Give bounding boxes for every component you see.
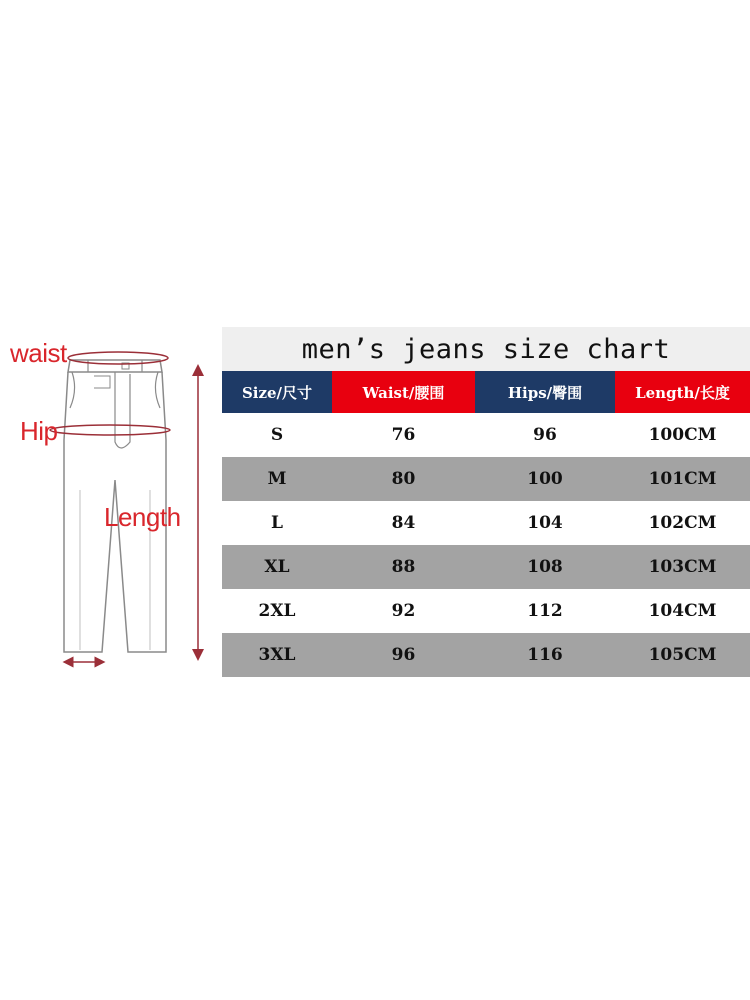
cell-waist: 80 <box>391 469 416 489</box>
header-waist: Waist/腰围 <box>332 371 475 413</box>
cell-waist: 76 <box>391 425 416 445</box>
pants-measurement-diagram <box>0 330 222 680</box>
cell-waist: 84 <box>391 513 416 533</box>
cell-length: 105CM <box>648 645 717 665</box>
cell-hips: 100 <box>527 469 563 489</box>
length-label: Length <box>104 502 181 532</box>
table-row <box>222 589 750 633</box>
table-row <box>222 501 750 545</box>
cell-waist: 92 <box>391 601 416 621</box>
table-row <box>222 413 750 457</box>
size-chart-title: men’s jeans size chart <box>222 327 750 371</box>
cell-length: 101CM <box>648 469 717 489</box>
cell-waist: 96 <box>391 645 416 665</box>
table-header-row <box>222 371 750 413</box>
size-chart-table <box>222 327 750 677</box>
cell-size: M <box>267 469 287 489</box>
cell-length: 103CM <box>648 557 717 577</box>
hip-label: Hip <box>20 416 58 446</box>
cell-hips: 112 <box>527 601 563 621</box>
table-row <box>222 633 750 677</box>
table-row <box>222 545 750 589</box>
cell-hips: 108 <box>527 557 563 577</box>
cell-hips: 96 <box>533 425 557 445</box>
cell-size: 2XL <box>258 601 296 621</box>
header-length: Length/长度 <box>615 371 750 413</box>
cell-hips: 104 <box>527 513 563 533</box>
cell-size: XL <box>264 557 290 577</box>
cell-length: 100CM <box>648 425 717 445</box>
waist-label: waist <box>10 338 67 368</box>
cell-size: 3XL <box>258 645 296 665</box>
table-row <box>222 457 750 501</box>
cell-length: 102CM <box>648 513 717 533</box>
cell-size: S <box>270 425 284 445</box>
cell-waist: 88 <box>391 557 416 577</box>
cell-size: L <box>271 513 283 533</box>
header-hips: Hips/臀围 <box>475 371 615 413</box>
cell-length: 104CM <box>648 601 717 621</box>
cell-hips: 116 <box>527 645 563 665</box>
header-size: Size/尺寸 <box>222 371 332 413</box>
